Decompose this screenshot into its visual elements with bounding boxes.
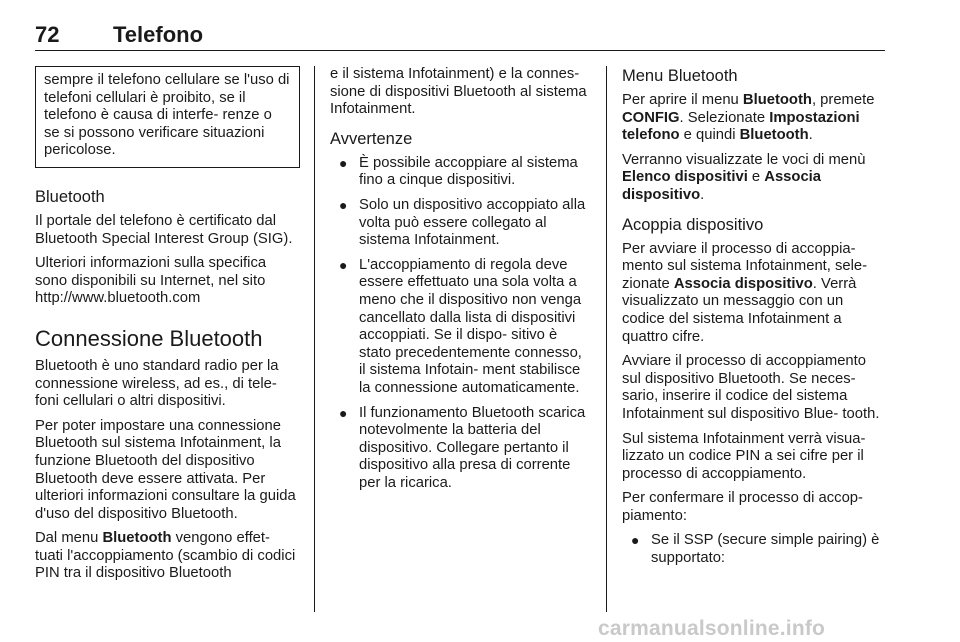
- page-number: 72: [35, 22, 60, 47]
- bullet-icon: ●: [339, 404, 348, 421]
- column-3: [622, 66, 887, 575]
- text-run: . Selezionate: [679, 109, 770, 126]
- column-divider-1: [314, 66, 315, 612]
- button-name-config: CONFIG: [622, 109, 680, 126]
- text-run: e: [747, 169, 765, 186]
- connection-heading: Connessione Bluetooth: [35, 325, 263, 351]
- list-item-text: Se il SSP (secure simple pairing) è supportato:: [651, 532, 880, 567]
- column-1: [35, 66, 300, 590]
- column-2: [330, 66, 592, 499]
- pair-paragraph-3: Sul sistema Infotainment verrà visua- lizzato un codice PIN a sei cifre per il processo di accoppiamento.: [622, 430, 866, 482]
- bluetooth-heading: Bluetooth: [35, 187, 105, 206]
- warning-text: sempre il telefono cellulare se l'uso di telefoni cellulari è proibito, se il telefono è causa di interfe- renze o se si possono verificare situazioni pericolose.: [44, 72, 290, 159]
- list-item: [622, 532, 887, 567]
- watermark: carmanualsonline.info: [598, 617, 826, 640]
- notes-heading: Avvertenze: [330, 129, 413, 148]
- text-run: Per avviare il processo di accoppia- mento sul sistema Infotainment, sele- zionate: [622, 240, 868, 292]
- menu-name-bluetooth: Bluetooth: [739, 127, 809, 144]
- notes-list: [330, 155, 592, 493]
- list-item: [330, 155, 592, 190]
- list-item-text: L'accoppiamento di regola deve essere effettuato una sola volta a meno che il dispositivo non venga cancellato dalla lista di dispositivi accoppiati. Se il dispo- sitivo è stato precedentemente connesso, il sistema Infotain- ment stabilisce la connessione automaticamente.: [359, 256, 582, 396]
- menu-name-device-list: Elenco dispositivi: [622, 169, 748, 186]
- text-run: vengono effet- tuati l'accoppiamento (scambio di codici PIN tra il dispositivo Bluetooth: [35, 530, 296, 582]
- pair-paragraph-2: Avviare il processo di accoppiamento sul dispositivo Bluetooth. Se neces- sario, inserire il codice del sistema Infotainment sul dispositivo Blue- tooth.: [622, 353, 880, 422]
- menu-heading: Menu Bluetooth: [622, 67, 738, 85]
- bullet-icon: ●: [339, 256, 348, 273]
- bluetooth-paragraph-1: Il portale del telefono è certificato dal Bluetooth Special Interest Group (SIG).: [35, 212, 293, 247]
- pair-paragraph-1: [622, 241, 887, 347]
- menu-name-pair-device: Associa dispositivo: [622, 169, 822, 203]
- connection-paragraph-2: Per poter impostare una connessione Bluetooth sul sistema Infotainment, la funzione Bluetooth del dispositivo Bluetooth deve essere attivata. Per ulteriori informazioni consultare la guida d'uso del dispositivo Bluetooth.: [35, 417, 296, 522]
- list-item: [330, 405, 592, 493]
- text-run: .: [700, 186, 705, 203]
- connection-paragraph-1: Bluetooth è uno standard radio per la connessione wireless, ad es., di tele- foni cellulari o altri dispositivi.: [35, 357, 279, 410]
- text-run: Per aprire il menu: [622, 92, 743, 108]
- page-title: Telefono: [113, 22, 204, 47]
- page-header: [35, 22, 885, 50]
- text-run: Verranno visualizzate le voci di menù: [622, 151, 866, 168]
- menu-paragraph-2: [622, 152, 887, 205]
- pair-heading: Acoppia dispositivo: [622, 215, 764, 234]
- header-rule: [35, 50, 885, 51]
- bullet-icon: ●: [631, 532, 640, 549]
- continued-paragraph: e il sistema Infotainment) e la connes- sione di dispositivi Bluetooth al sistema Infotainment.: [330, 66, 587, 118]
- bullet-icon: ●: [339, 196, 348, 213]
- list-item-text: Solo un dispositivo accoppiato alla volta può essere collegato al sistema Infotainment.: [359, 196, 586, 249]
- text-run: Dal menu: [35, 530, 103, 547]
- column-divider-2: [606, 66, 607, 612]
- menu-paragraph-1: [622, 92, 887, 145]
- menu-name-bluetooth: Bluetooth: [102, 530, 172, 547]
- text-run: , premete: [811, 92, 875, 108]
- pair-list: [622, 532, 887, 567]
- list-item-text: È possibile accoppiare al sistema fino a cinque dispositivi.: [359, 154, 578, 189]
- list-item: [330, 197, 592, 250]
- pair-paragraph-4: Per confermare il processo di accop- piamento:: [622, 490, 863, 524]
- text-run: e quindi: [679, 127, 740, 144]
- text-run: . Verrà visualizzato un messaggio con un codice del sistema Infotainment a quattro cifre.: [622, 275, 857, 345]
- list-item-text: Il funzionamento Bluetooth scarica notevolmente la batteria del dispositivo. Collegare pertanto il dispositivo alla presa di corrente per la ricarica.: [359, 404, 586, 491]
- bluetooth-paragraph-2: Ulteriori informazioni sulla specifica sono disponibili su Internet, nel sito http://www.bluetooth.com: [35, 255, 267, 307]
- warning-box: [35, 66, 300, 168]
- bullet-icon: ●: [339, 154, 348, 171]
- menu-name-pair-device: Associa dispositivo: [673, 275, 813, 292]
- text-run: .: [808, 127, 813, 144]
- menu-name-phone-settings: Impostazioni telefono: [622, 109, 860, 144]
- list-item: [330, 257, 592, 398]
- menu-name-bluetooth: Bluetooth: [742, 92, 812, 108]
- connection-paragraph-3: [35, 530, 300, 583]
